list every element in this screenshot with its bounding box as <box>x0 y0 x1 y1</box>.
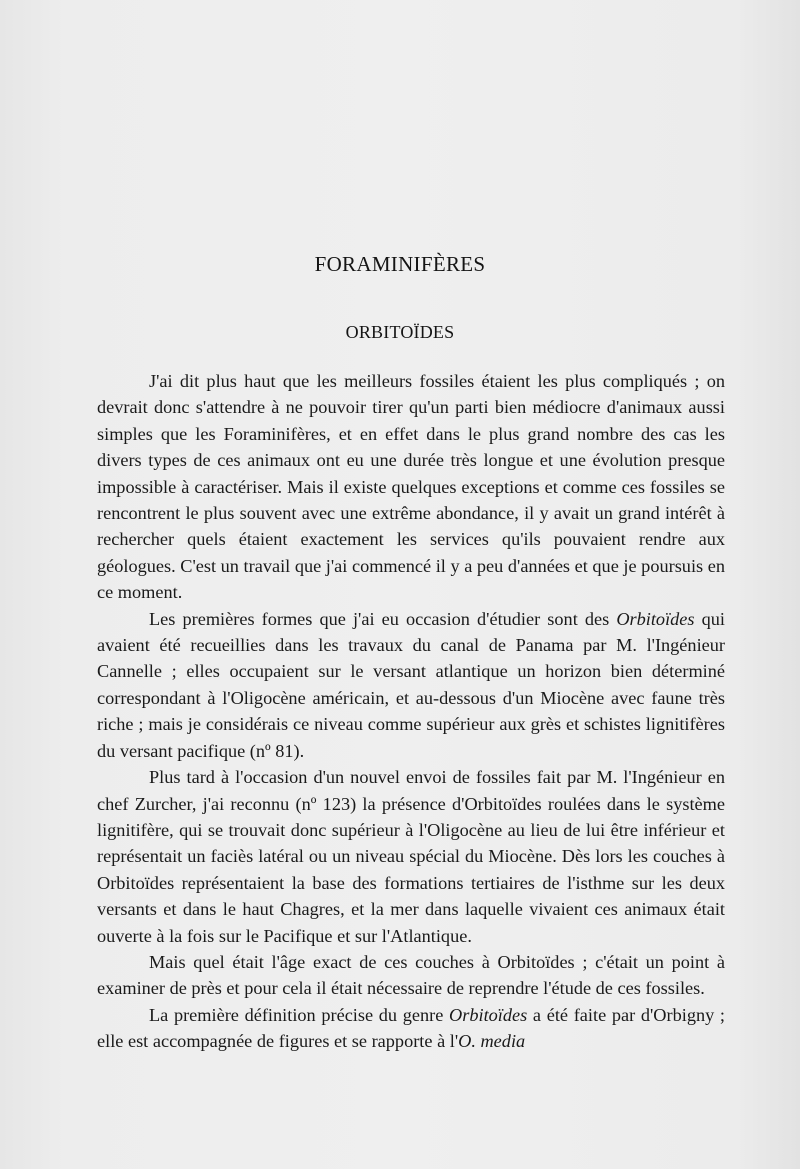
text-run: Mais quel était l'âge exact de ces couches à Orbitoïdes ; c'était un point à examiner de près et pour cela il était nécessaire de reprendre l'étude de ces fossiles. <box>97 951 725 999</box>
text-run: qui avaient été recueillies dans les travaux du canal de Panama par M. l'Ingénieur Cannelle ; elles occupaient sur le versant atlantique un horizon bien déterminé correspondant à l'Oligocène américain, et au-dessous d'un Miocène avec faune très riche ; mais je considérais ce niveau comme supérieur aux grès et schistes lignitifères du versant pacifique (nº 81). <box>97 608 725 761</box>
text-run: La première définition précise du genre <box>149 1004 450 1025</box>
italic-term: Orbitoïdes <box>449 1004 528 1025</box>
page-heading: FORAMINIFÈRES <box>314 252 486 276</box>
text-run: a été faite par d'Orbigny ; elle est accompagnée de figures et se rapporte à l' <box>97 1004 725 1052</box>
paragraph <box>97 764 725 949</box>
text-run: Les premières formes que j'ai eu occasion d'étudier sont des <box>149 608 617 629</box>
body-text <box>97 368 725 1055</box>
italic-term: O. media <box>458 1031 526 1052</box>
paragraph <box>97 949 725 1002</box>
text-run: J'ai dit plus haut que les meilleurs fossiles étaient les plus compliqués ; on devrait donc s'attendre à ne pouvoir tirer qu'un parti bien médiocre d'animaux aussi simples que les Foraminifères, et en effet dans le plus grand nombre des cas les divers types de ces animaux ont eu une durée très longue et une évolution presque impossible à caractériser. Mais il existe quelques exceptions et comme ces fossiles se rencontrent le plus souvent avec une extrême abondance, il y avait un grand intérêt à rechercher quels étaient exactement les services qu'ils pouvaient rendre aux géologues. C'est un travail que j'ai commencé il y a peu d'années et que je poursuis en ce moment. <box>97 371 725 603</box>
paragraph <box>97 606 725 764</box>
section-heading: ORBITOÏDES <box>345 322 455 342</box>
paragraph <box>97 368 725 606</box>
text-run: Plus tard à l'occasion d'un nouvel envoi de fossiles fait par M. l'Ingénieur en chef Zurcher, j'ai reconnu (nº 123) la présence d'Orbitoïdes roulées dans le système lignitifère, qui se trouvait donc supérieur à l'Oligocène au lieu de lui être inférieur et représentait un faciès latéral ou un niveau spécial du Miocène. Dès lors les couches à Orbitoïdes représentaient la base des formations tertiaires de l'isthme sur les deux versants et dans le haut Chagres, et la mer dans laquelle vivaient ces animaux était ouverte à la fois sur le Pacifique et sur l'Atlantique. <box>97 767 725 946</box>
paragraph <box>97 1002 725 1055</box>
italic-term: Orbitoïdes <box>616 608 695 629</box>
